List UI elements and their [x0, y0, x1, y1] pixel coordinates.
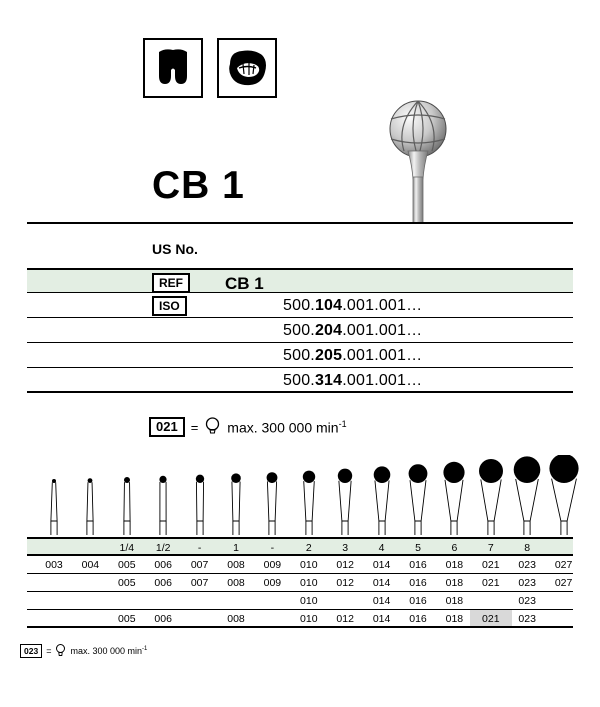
- round-bur-outline-icon: [55, 644, 66, 658]
- page-title: CB 1: [152, 164, 245, 207]
- speed-exponent: -1: [338, 418, 347, 429]
- size-header-cell: 7: [487, 542, 494, 554]
- size-cell: 004: [81, 559, 100, 571]
- footer-speed-note: [20, 644, 147, 658]
- size-cell: 005: [118, 559, 136, 571]
- size-cell: 003: [45, 559, 63, 571]
- size-cell: 016: [409, 577, 427, 589]
- iso-code: 500.104.001.001…: [283, 297, 423, 314]
- size-cell: 018: [445, 577, 464, 589]
- size-cell: 023: [518, 613, 536, 625]
- size-cell: 027: [554, 577, 573, 589]
- reference-table: [27, 268, 573, 393]
- size-header-row: [27, 537, 573, 556]
- size-cell: 009: [263, 577, 282, 589]
- size-illustration-strip: [27, 455, 573, 537]
- size-cell: 008: [227, 613, 245, 625]
- us-no-label: US No.: [152, 241, 198, 257]
- size-cell: 018: [445, 595, 464, 607]
- footer-text: max. 300 000 min$^{-1}$: [70, 646, 148, 656]
- size-cell: 008: [227, 559, 245, 571]
- size-cell: 027: [554, 559, 573, 571]
- size-cell: 021: [470, 610, 512, 626]
- table-row: [27, 610, 573, 628]
- size-cell: 008: [227, 577, 245, 589]
- size-cell: 005: [118, 577, 136, 589]
- occlusal-tooth-icon: [217, 38, 277, 98]
- size-header-cell: -: [270, 542, 275, 554]
- iso-row: [27, 293, 573, 318]
- size-cell: 006: [154, 559, 172, 571]
- round-bur-outline-icon: [204, 417, 221, 437]
- footer-size: 023: [20, 644, 42, 658]
- size-header-cell: 3: [342, 542, 349, 554]
- max-speed-note: [149, 417, 347, 437]
- size-header-cell: -: [197, 542, 202, 554]
- size-cell: 007: [190, 577, 209, 589]
- size-cell: 005: [118, 613, 136, 625]
- size-header-cell: 4: [378, 542, 385, 554]
- round-bur-illustration: [378, 95, 458, 225]
- iso-code: 500.205.001.001…: [283, 347, 423, 364]
- size-header-cell: 5: [415, 542, 421, 554]
- speed-text: max. 300 000 $\min^{-1}$: [227, 418, 347, 436]
- speed-equals: =: [190, 419, 199, 435]
- size-cell: 010: [300, 559, 318, 571]
- footer-exponent: -1: [142, 646, 148, 652]
- table-row: [27, 574, 573, 592]
- size-cell: 010: [300, 595, 318, 607]
- size-cell: 014: [372, 613, 391, 625]
- size-header-cell: 1/2: [155, 542, 171, 554]
- size-header-cell: 6: [451, 542, 458, 554]
- speed-size: 021: [149, 417, 185, 437]
- table-row: [27, 592, 573, 610]
- size-table: [27, 537, 573, 628]
- bur-shape-14: [543, 455, 585, 537]
- size-cell: 021: [482, 559, 500, 571]
- size-cell: 016: [409, 559, 427, 571]
- size-cell: 014: [372, 595, 391, 607]
- size-cell: 023: [518, 577, 536, 589]
- size-cell: 016: [409, 595, 427, 607]
- size-cell: 018: [445, 613, 464, 625]
- size-cell: 010: [300, 577, 318, 589]
- size-cell: [543, 592, 585, 609]
- size-cell: 009: [263, 559, 282, 571]
- table-row: [27, 556, 573, 574]
- size-header-cell: 1/4: [119, 542, 135, 554]
- iso-code: 500.314.001.001…: [283, 372, 423, 389]
- size-cell: 023: [518, 559, 536, 571]
- iso-row: [27, 318, 573, 343]
- size-cell: 018: [445, 559, 464, 571]
- size-cell: 021: [482, 577, 500, 589]
- size-cell: 014: [372, 577, 391, 589]
- size-cell: 023: [518, 595, 536, 607]
- size-cell: 006: [154, 577, 172, 589]
- size-cell: 012: [336, 613, 354, 625]
- size-cell: 012: [336, 559, 354, 571]
- header-divider: [27, 222, 573, 224]
- size-cell: 012: [336, 577, 354, 589]
- size-cell: [543, 610, 585, 626]
- size-header-cell: 2: [305, 542, 312, 554]
- size-cell: 007: [190, 559, 209, 571]
- size-cell: 016: [409, 613, 427, 625]
- ref-row: [27, 268, 573, 293]
- size-cell: 010: [300, 613, 318, 625]
- pictogram-row: [143, 38, 277, 98]
- tooth-crown-icon: [143, 38, 203, 98]
- iso-code: 500.204.001.001…: [283, 322, 423, 339]
- size-header-cell: 1: [233, 542, 239, 554]
- size-cell: 014: [372, 559, 391, 571]
- ref-tag: REF: [152, 273, 190, 293]
- iso-row: [27, 368, 573, 393]
- iso-tag: ISO: [152, 296, 187, 316]
- size-cell: 006: [154, 613, 172, 625]
- iso-row: [27, 343, 573, 368]
- ref-value: CB 1: [225, 274, 264, 293]
- size-header-cell: 8: [524, 542, 531, 554]
- footer-equals: =: [46, 646, 52, 656]
